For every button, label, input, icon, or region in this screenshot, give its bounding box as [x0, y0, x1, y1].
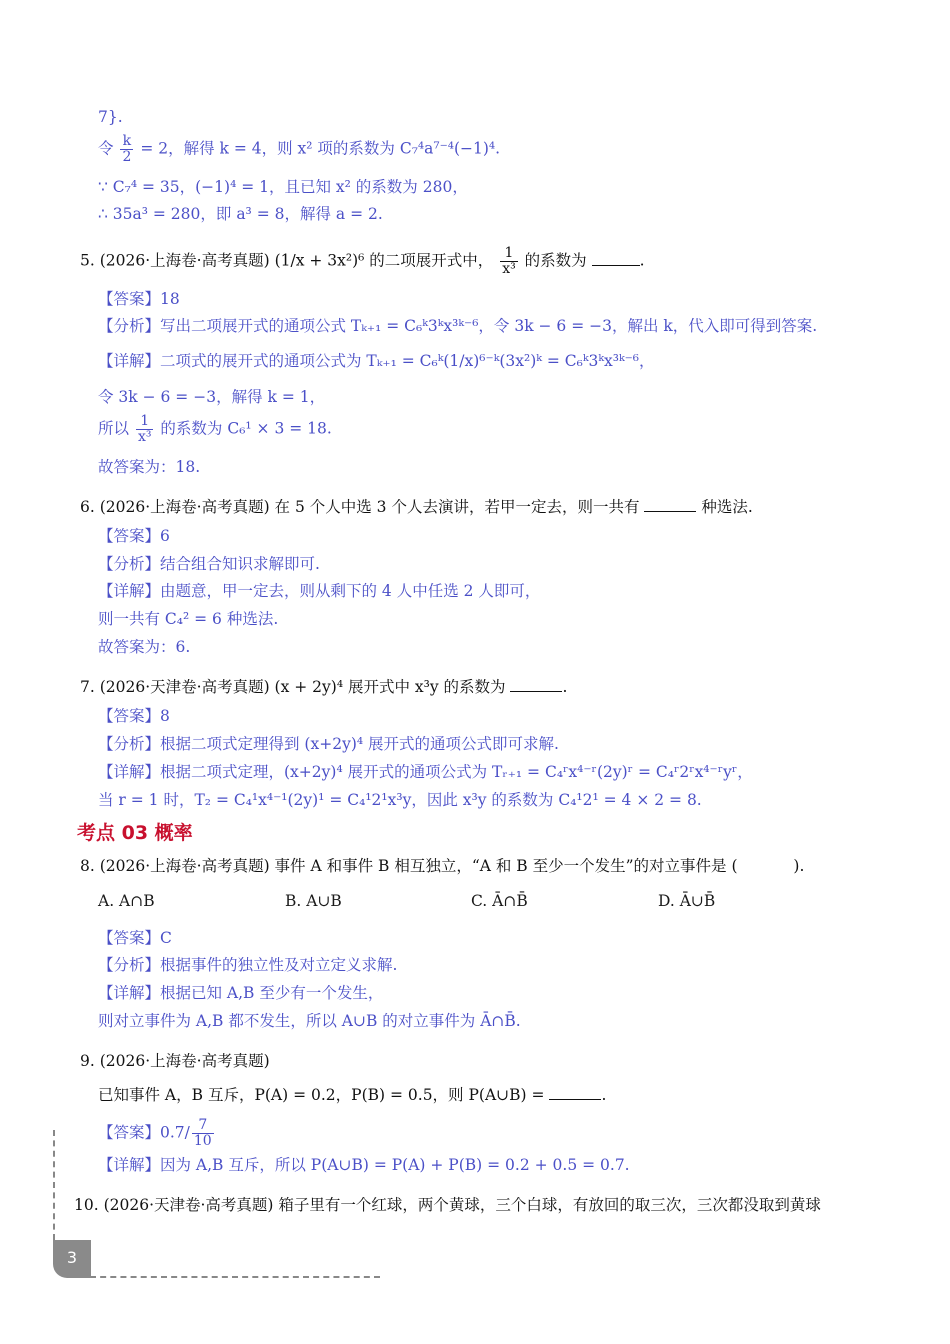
q8-option-a: A. A∩B [98, 892, 155, 910]
q8-detail-1: 【详解】根据已知 A,B 至少有一个发生， [98, 984, 384, 1002]
q7-detail-1: 【详解】根据二项式定理，(x+2y)⁴ 展开式的通项公式为 Tᵣ₊₁ = C₄ʳx⁴⁻ʳ(2y)ʳ = C₄ʳ2ʳx⁴⁻ʳyʳ， [98, 763, 753, 781]
q7-answer: 【答案】8 [98, 707, 170, 725]
q5-stem: 5. (2026·上海卷·高考真题) (1/x + 3x²)⁶ 的二项展开式中， $\frac{1}{\text{x³}}$ 的系数为 . [80, 245, 645, 277]
section-heading: 考点 03 概率 [77, 822, 193, 844]
q7-detail-2: 当 r = 1 时，T₂ = C₄¹x⁴⁻¹(2y)¹ = C₄¹2¹x³y，因此 x³y 的系数为 C₄¹2¹ = 4 × 2 = 8. [98, 791, 702, 809]
q8-option-b: B. A∪B [285, 892, 342, 910]
q8-option-c: C. Ā∩B̄ [471, 892, 528, 910]
q7-stem: 7. (2026·天津卷·高考真题) (x + 2y)⁴ 展开式中 x³y 的系数为 . [80, 678, 568, 696]
q5-analysis: 【分析】写出二项展开式的通项公式 Tₖ₊₁ = C₆ᵏ3ᵏx³ᵏ⁻⁶，令 3k − 6 = −3，解出 k，代入即可得到答案. [98, 317, 818, 335]
q8-answer: 【答案】C [98, 929, 172, 947]
q5-detail-2: 令 3k − 6 = −3，解得 k = 1， [98, 388, 326, 406]
q9-line-2: 已知事件 A，B 互斥，P(A) = 0.2，P(B) = 0.5，则 P(A∪B) = . [98, 1086, 607, 1104]
answer-blank [510, 677, 562, 692]
prev-line-4: ∴ 35a³ = 280，即 a³ = 8，解得 a = 2. [98, 205, 383, 223]
q5-detail-3: 所以 $\frac{1}{\text{x³}}$ 的系数为 C₆¹ × 3 = 18. [98, 413, 332, 445]
answer-blank [549, 1085, 601, 1100]
q8-detail-2: 则对立事件为 A,B 都不发生，所以 A∪B 的对立事件为 Ā∩B̄. [98, 1012, 521, 1030]
prev-line-2: 令 $\frac{k}{2}$ = 2，解得 k = 4，则 x² 项的系数为 C₇⁴a⁷⁻⁴(−1)⁴. [98, 133, 501, 165]
q6-detail-3: 故答案为：6. [98, 638, 191, 656]
prev-line-1: 7}. [98, 108, 123, 126]
q8-stem: 8. (2026·上海卷·高考真题) 事件 A 和事件 B 相互独立，“A 和 B 至少一个发生”的对立事件是 ( ). [80, 857, 805, 875]
dashed-border-horizontal [90, 1276, 380, 1278]
q5-detail-1: 【详解】二项式的展开式的通项公式为 Tₖ₊₁ = C₆ᵏ(1/x)⁶⁻ᵏ(3x²)ᵏ = C₆ᵏ3ᵏx³ᵏ⁻⁶， [98, 352, 655, 370]
q8-option-d: D. Ā∪B̄ [658, 892, 716, 910]
q6-stem: 6. (2026·上海卷·高考真题) 在 5 个人中选 3 个人去演讲，若甲一定去，则一共有 种选法. [80, 498, 753, 516]
q9-stem: 9. (2026·上海卷·高考真题) [80, 1052, 270, 1070]
q6-detail-1: 【详解】由题意，甲一定去，则从剩下的 4 人中任选 2 人即可， [98, 582, 541, 600]
q5-detail-4: 故答案为：18. [98, 458, 201, 476]
q9-detail: 【详解】因为 A,B 互斥，所以 P(A∪B) = P(A) + P(B) = 0.2 + 0.5 = 0.7. [98, 1156, 630, 1174]
q8-analysis: 【分析】根据事件的独立性及对立定义求解. [98, 956, 398, 974]
q7-analysis: 【分析】根据二项式定理得到 (x+2y)⁴ 展开式的通项公式即可求解. [98, 735, 559, 753]
q9-answer: 【答案】0.7/ $\frac{7}{10}$ [98, 1117, 212, 1149]
prev-line-3: ∵ C₇⁴ = 35，(−1)⁴ = 1，且已知 x² 的系数为 280， [98, 178, 468, 196]
q5-answer: 【答案】18 [98, 290, 180, 308]
answer-blank [592, 251, 640, 266]
page-number: 3 [53, 1240, 91, 1278]
answer-blank [644, 497, 696, 512]
q6-analysis: 【分析】结合组合知识求解即可. [98, 555, 320, 573]
fraction: $\frac{k}{2}$ [122, 133, 132, 165]
q10-stem: 10. (2026·天津卷·高考真题) 箱子里有一个红球，两个黄球，三个白球，有放回的取三次，三次都没取到黄球 [74, 1196, 821, 1214]
q6-detail-2: 则一共有 C₄² = 6 种选法. [98, 610, 279, 628]
q6-answer: 【答案】6 [98, 527, 170, 545]
dashed-border-vertical [53, 1130, 55, 1240]
